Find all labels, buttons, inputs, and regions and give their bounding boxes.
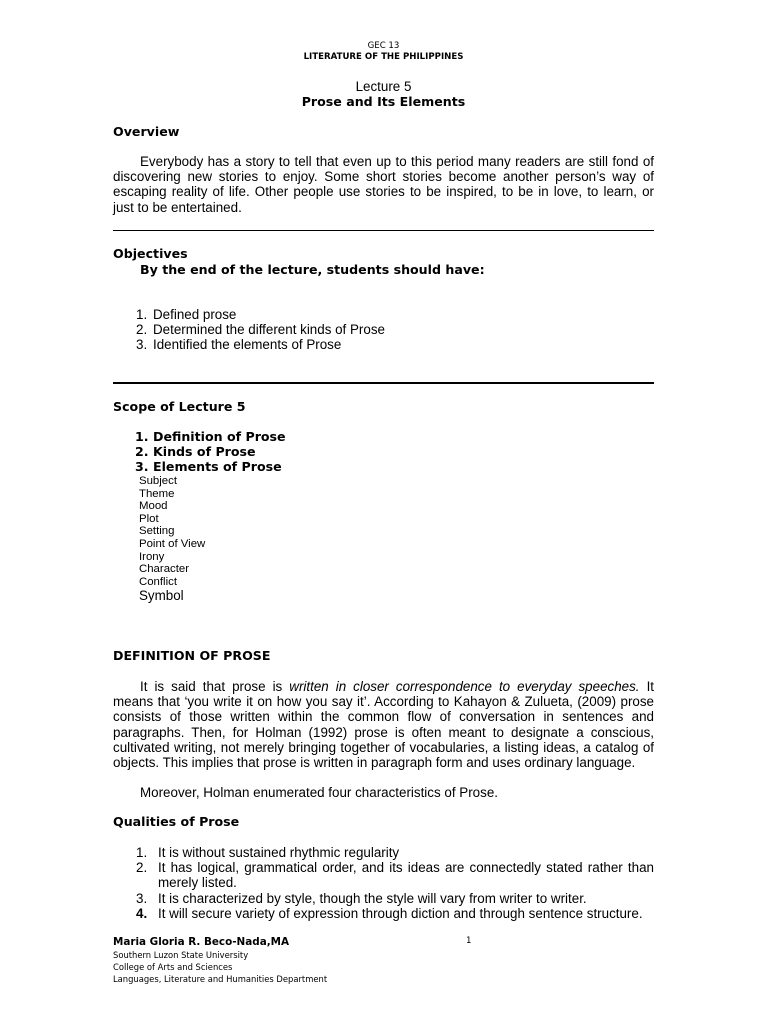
definition-paragraph-2: Moreover, Holman enumerated four characteristics of Prose. — [140, 785, 498, 800]
definition-paragraph: It is said that prose is written in closer correspondence to everyday speeches. It means that ‘you write it on how you say it’. According to Kahayon & Zulueta, (2009) prose consists of those written within the common flow of conversation in sentences and paragraphs. Then, for Holman (1992) prose is often meant to designate a conscious, cultivated writing, not merely bringing together of vocabularies, a listing ideas, a catalog of objects. This implies that prose is written in paragraph form and uses ordinary language. — [113, 679, 655, 771]
objectives-list — [113, 307, 385, 353]
footer-author: Maria Gloria R. Beco-Nada,MA — [113, 936, 290, 948]
scope-heading: Scope of Lecture 5 — [113, 399, 246, 414]
qualities-heading: Qualities of Prose — [113, 814, 240, 829]
element-setting: Setting — [139, 525, 175, 538]
element-conflict: Conflict — [139, 575, 177, 588]
definition-heading: DEFINITION OF PROSE — [113, 648, 271, 663]
scope-list — [113, 429, 286, 475]
objectives-heading: Objectives — [113, 246, 188, 261]
list-item: 2. Determined the different kinds of Prose — [136, 322, 385, 338]
document-page — [113, 0, 654, 1024]
list-item: 4. It will secure variety of expression through diction and through sentence structure. — [136, 905, 643, 921]
list-item: 1. Definition of Prose — [135, 429, 286, 444]
element-theme: Theme — [139, 487, 175, 500]
element-irony: Irony — [139, 550, 165, 563]
list-item: 1. It is without sustained rhythmic regularity — [136, 845, 400, 860]
footer-university: Southern Luzon State University — [113, 950, 249, 960]
list-item: 3. It is characterized by style, though the style will vary from writer to writer. — [136, 890, 587, 906]
list-item: 2. It has logical, grammatical order, and its ideas are connectedly stated rather than merely listed. — [136, 860, 654, 891]
element-mood: Mood — [139, 500, 168, 513]
element-character: Character — [139, 563, 190, 576]
element-subject: Subject — [139, 475, 177, 487]
element-plot: Plot — [139, 512, 159, 525]
footer-department: Languages, Literature and Humanities Department — [113, 974, 328, 984]
elements-sublist — [113, 475, 205, 588]
divider-1 — [113, 230, 654, 231]
course-title: LITERATURE OF THE PHILIPPINES — [303, 52, 464, 62]
lecture-number: Lecture 5 — [355, 79, 412, 94]
list-item: 2. Kinds of Prose — [135, 444, 256, 460]
list-item: 3. Elements of Prose — [135, 459, 282, 475]
overview-heading: Overview — [113, 124, 180, 139]
list-item: 3. Identified the elements of Prose — [136, 337, 342, 353]
list-item: 1. Defined prose — [136, 307, 237, 322]
overview-paragraph: Everybody has a story to tell that even up to this period many readers are still fond of discovering new stories to enjoy. Some short stories become another person’s way of escaping reality of life. Other people use stories to be inspired, to be in love, to learn, or just to be entertained. — [113, 154, 654, 215]
element-point-of-view: Point of View — [139, 537, 206, 550]
divider-2 — [113, 382, 654, 384]
objectives-intro: By the end of the lecture, students should have: — [140, 262, 485, 277]
lecture-title: Prose and Its Elements — [301, 94, 466, 109]
page-number: 1 — [466, 936, 472, 946]
footer-college: College of Arts and Sciences — [113, 962, 233, 972]
element-symbol: Symbol — [139, 588, 184, 603]
qualities-list — [113, 845, 654, 921]
course-code: GEC 13 — [367, 41, 400, 51]
